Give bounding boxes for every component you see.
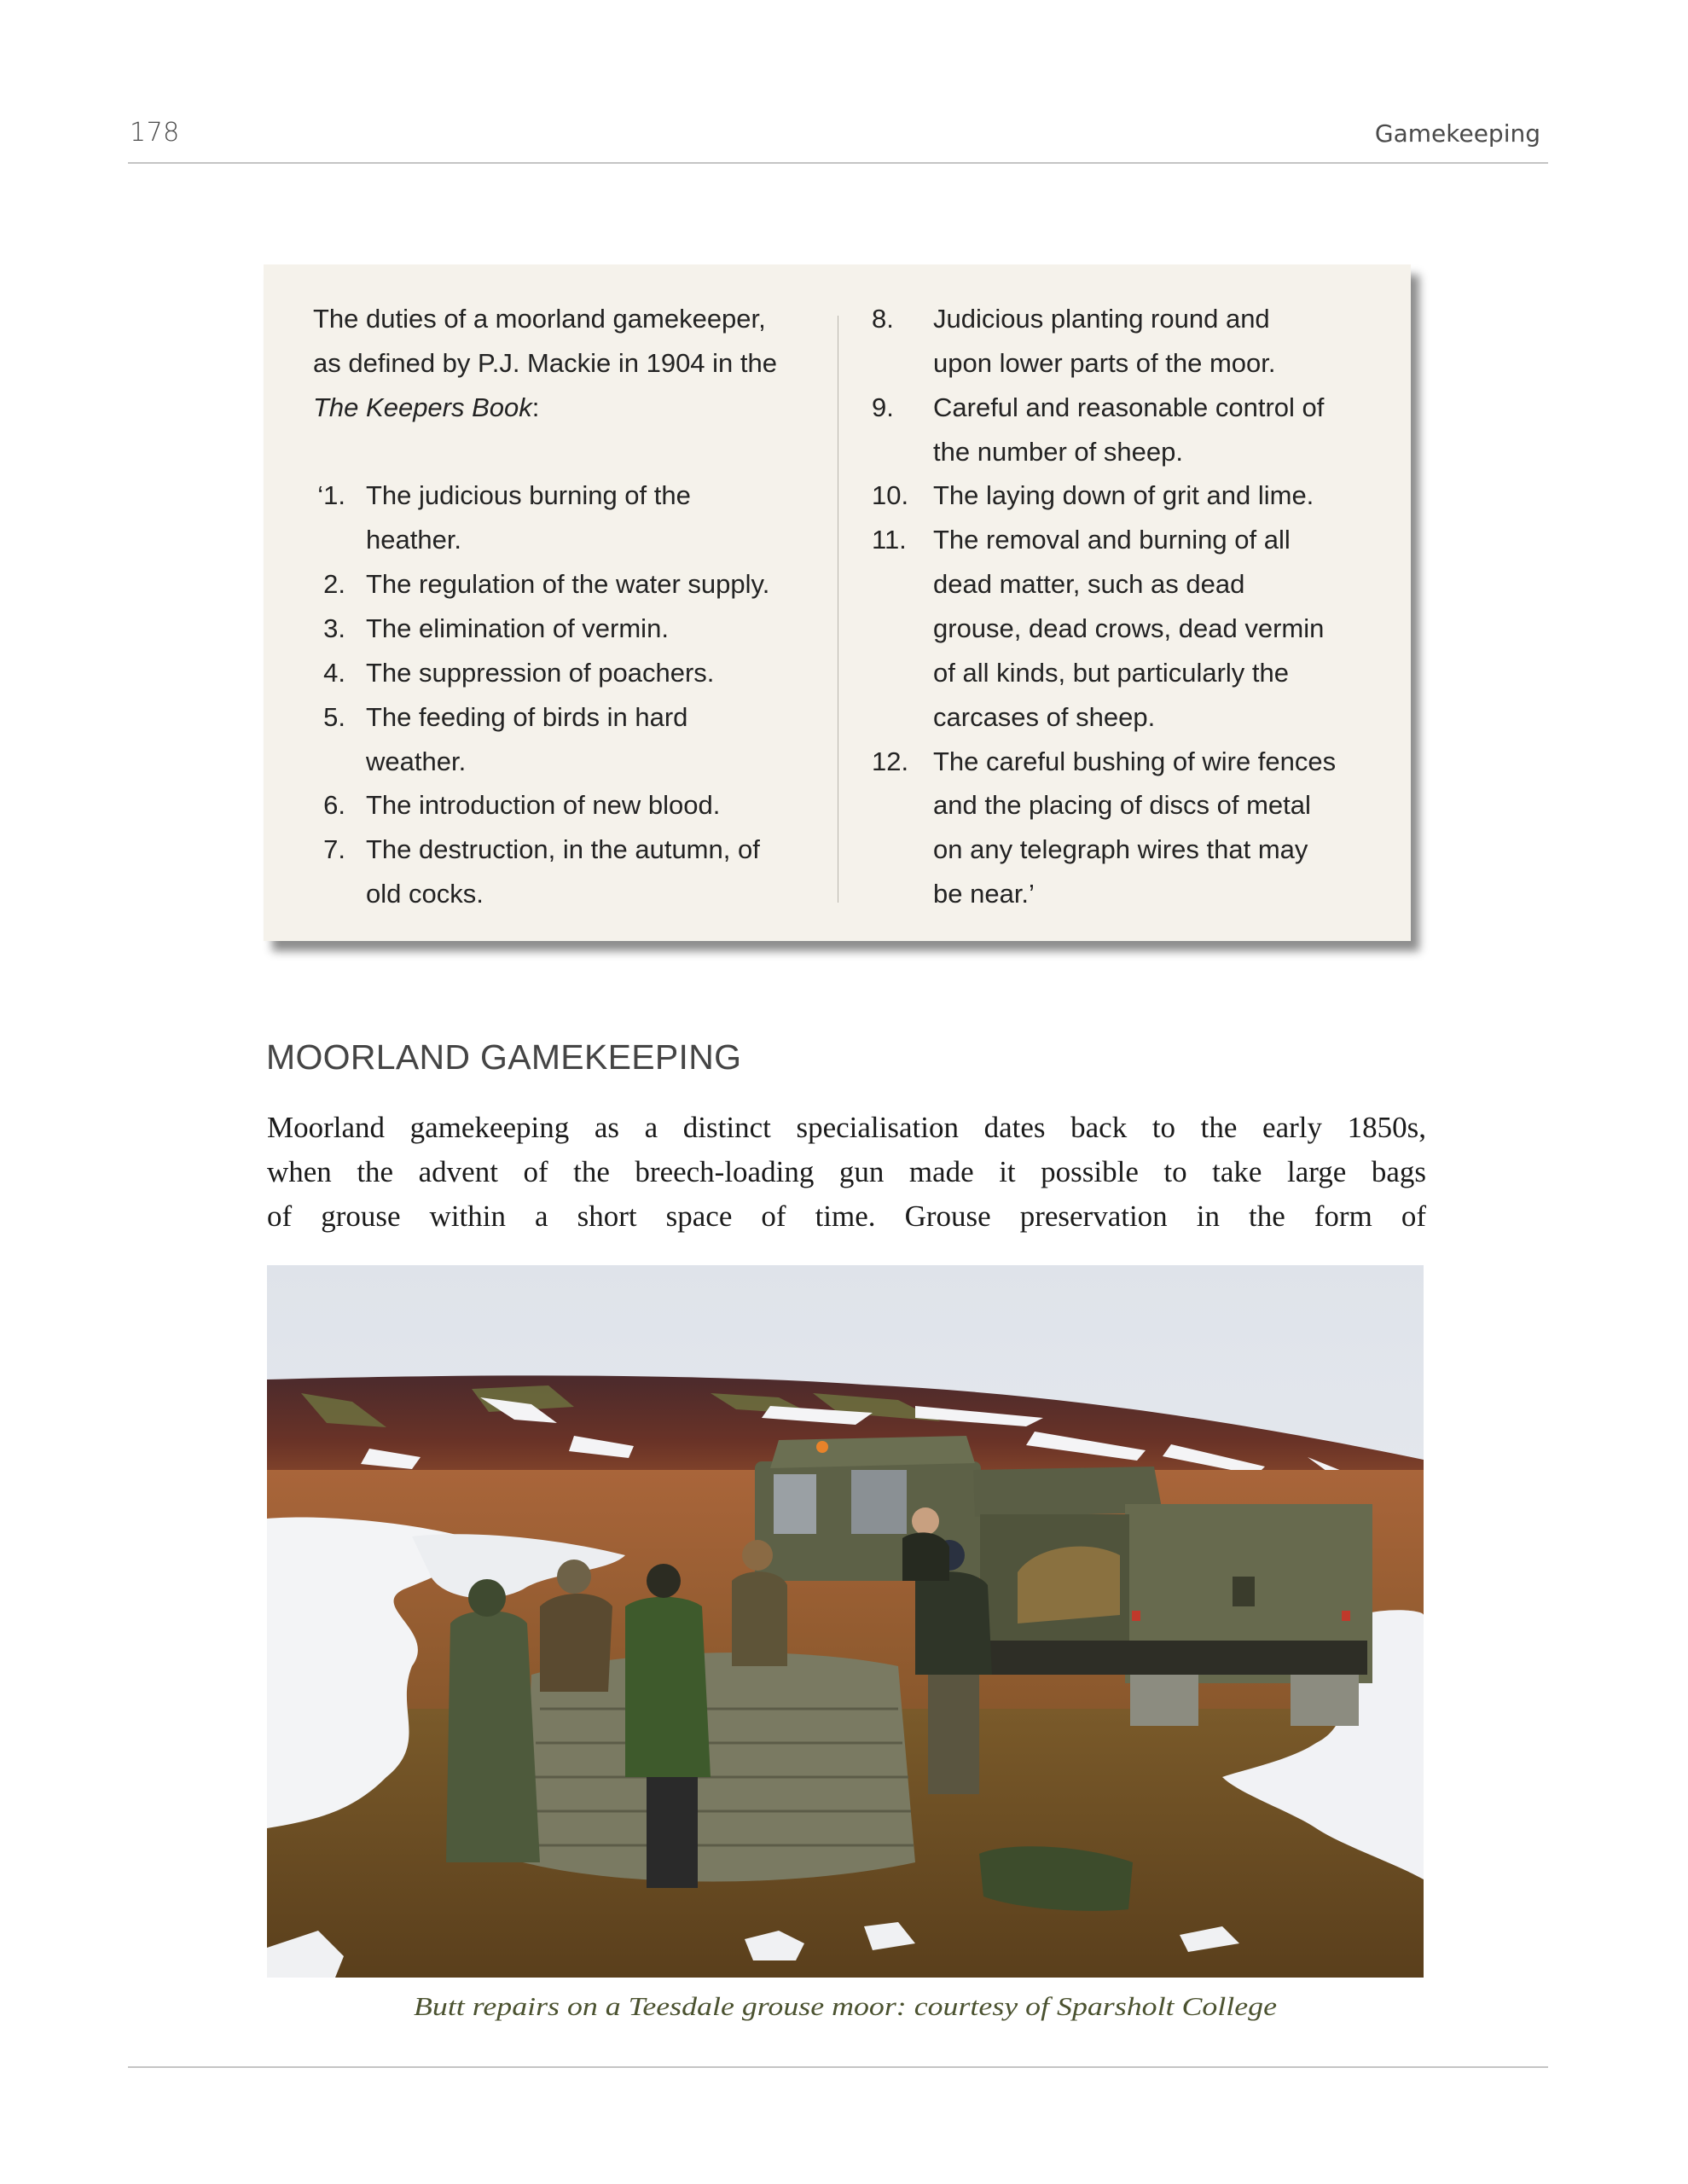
list-item-text: weather. (366, 746, 467, 776)
header-rule (128, 162, 1548, 164)
list-item-number: 5. (323, 701, 345, 732)
list-item-number: 11. (872, 525, 907, 555)
mudflap (1291, 1675, 1359, 1726)
body-text-line: of grouse within a short space of time. Grouse preservation in the form of (267, 1199, 1426, 1233)
mudflap (1130, 1675, 1198, 1726)
list-item-text: on any telegraph wires that may (933, 834, 1308, 865)
list-item-text: old cocks. (366, 879, 484, 909)
person-head (912, 1507, 939, 1535)
section-heading: MOORLAND GAMEKEEPING (266, 1037, 742, 1077)
jacket-on-ground (979, 1846, 1133, 1911)
list-item-text: heather. (366, 525, 462, 555)
list-item-number: 2. (323, 569, 345, 600)
list-item-text: The elimination of vermin. (366, 613, 669, 643)
person-camo-legs (928, 1675, 979, 1794)
person-dark-jacket (915, 1571, 992, 1675)
person-legs (647, 1777, 698, 1888)
list-item-text: grouse, dead crows, dead vermin (933, 613, 1325, 643)
list-item-number: 3. (323, 613, 345, 643)
list-item-text: dead matter, such as dead (933, 569, 1245, 600)
vehicle-window (774, 1474, 816, 1534)
list-item-text: The suppression of poachers. (366, 657, 715, 688)
list-item-text: The regulation of the water supply. (366, 569, 770, 600)
list-item-text: carcases of sheep. (933, 701, 1156, 732)
vehicle-window (851, 1470, 907, 1534)
list-item-text: Judicious planting round and (933, 304, 1270, 334)
list-item-text: and the placing of discs of metal (933, 790, 1311, 821)
list-item-text: The judicious burning of the (366, 480, 691, 511)
list-item-number: 4. (323, 657, 345, 688)
moorland-photo (267, 1265, 1424, 1978)
person-green-jacket (625, 1597, 711, 1777)
callout-intro-line: The Keepers Book: (313, 392, 540, 422)
photo-illustration (267, 1265, 1424, 1978)
list-item-number: 8. (872, 304, 894, 334)
person-head (557, 1560, 591, 1594)
running-title: Gamekeeping (1374, 119, 1540, 148)
callout-intro-line: as defined by P.J. Mackie in 1904 in the (313, 347, 777, 378)
list-item-number: ‘1. (317, 480, 345, 511)
list-item-text: The laying down of grit and lime. (933, 480, 1314, 511)
person-head (647, 1564, 681, 1598)
body-text-line: when the advent of the breech-loading gun made it possible to take large bags (267, 1155, 1426, 1188)
list-item-number: 6. (323, 790, 345, 821)
page-number: 178 (130, 118, 180, 148)
trailer-hatch (1233, 1577, 1255, 1606)
photo-caption (267, 1986, 1424, 2024)
tail-light (1342, 1611, 1350, 1621)
vehicle-roof (770, 1436, 975, 1468)
book-title: The Keepers Book (313, 392, 532, 422)
list-item-text: The destruction, in the autumn, of (366, 834, 760, 865)
list-item-text: The introduction of new blood. (366, 790, 721, 821)
list-item-number: 9. (872, 392, 894, 422)
list-item-text: Careful and reasonable control of (933, 392, 1325, 422)
list-item-text: of all kinds, but particularly the (933, 657, 1289, 688)
beacon-light (816, 1441, 828, 1453)
person-camo (732, 1571, 787, 1666)
list-item-text: The careful bushing of wire fences (933, 746, 1337, 776)
vehicle-tracks (983, 1641, 1367, 1675)
list-item-text: The feeding of birds in hard (366, 701, 688, 732)
list-item-number: 10. (872, 480, 909, 511)
person-dark (902, 1532, 949, 1581)
list-item-text: The removal and burning of all (933, 525, 1291, 555)
list-item-number: 7. (323, 834, 345, 865)
callout-intro-line: The duties of a moorland gamekeeper, (313, 304, 766, 334)
list-item-text: the number of sheep. (933, 436, 1183, 467)
tail-light (1132, 1611, 1140, 1621)
list-item-text: upon lower parts of the moor. (933, 347, 1276, 378)
caption-text: Butt repairs on a Teesdale grouse moor: courtesy of Sparsholt College (414, 1991, 1278, 2021)
person-head (468, 1579, 506, 1617)
footer-rule (128, 2066, 1548, 2068)
list-item-number: 12. (872, 746, 909, 776)
person-fleece (540, 1594, 612, 1692)
person-overalls (446, 1611, 540, 1862)
list-item-text: be near.’ (933, 879, 1035, 909)
person-head (742, 1540, 773, 1571)
body-text-line: Moorland gamekeeping as a distinct specialisation dates back to the early 1850s, (267, 1111, 1426, 1144)
